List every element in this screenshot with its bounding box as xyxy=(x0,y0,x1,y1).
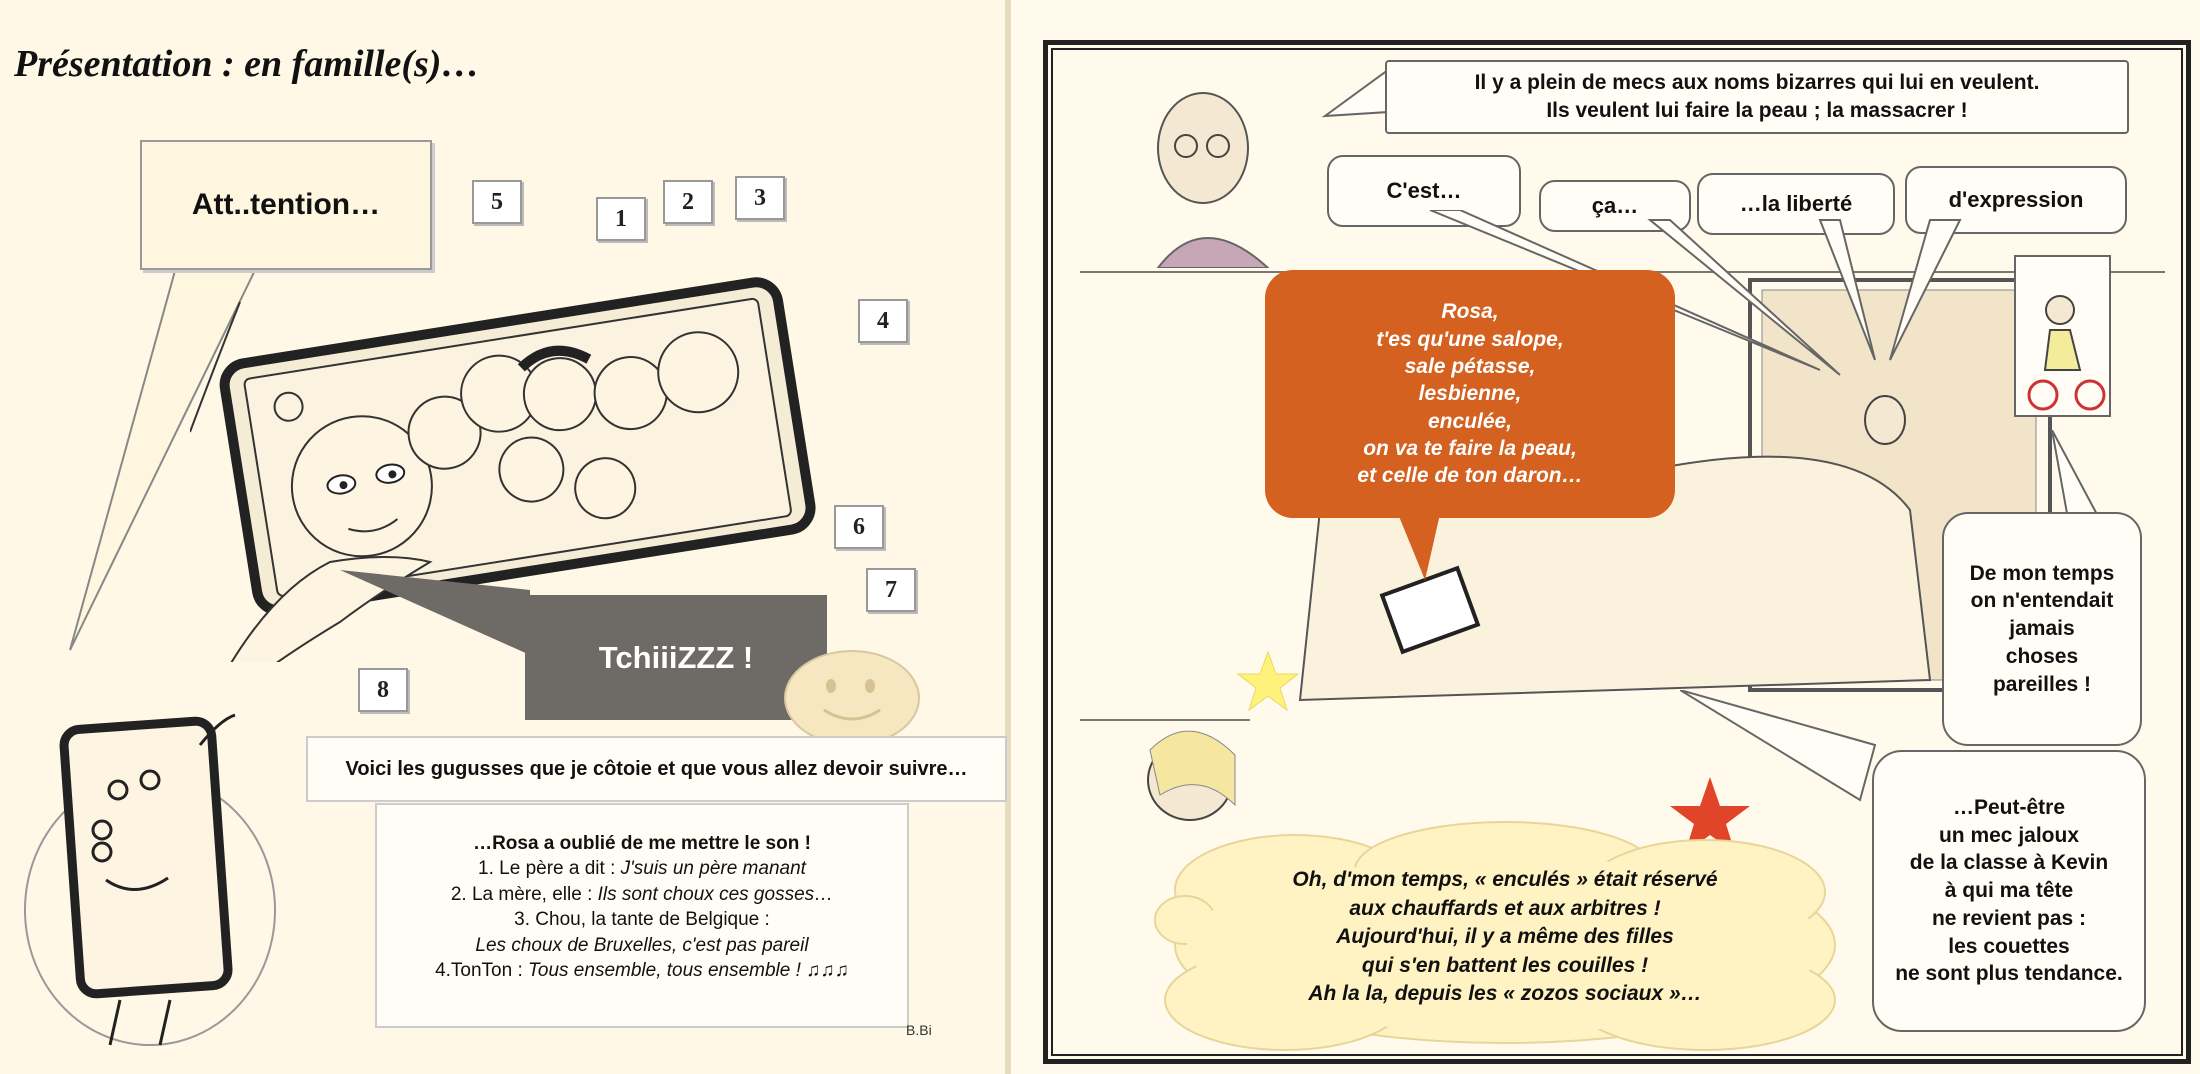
word-bubble-text: C'est… xyxy=(1386,178,1462,204)
top-speech-bubble xyxy=(1385,60,2129,134)
kevin-bubble-line: de la classe à Kevin xyxy=(1909,851,2109,875)
grandpa-bubble-line: choses xyxy=(2005,644,2079,668)
attention-text: Att..tention… xyxy=(191,188,381,221)
kevin-bubble-line: ne revient pas : xyxy=(1931,906,2087,930)
caption-text: Voici les gugusses que je côtoie et que vous allez devoir suivre… xyxy=(345,757,968,780)
number-box-1: 1 xyxy=(596,197,646,241)
cloud-line: aux chauffards et aux arbitres ! xyxy=(1349,896,1661,920)
number-box-4: 4 xyxy=(858,299,908,343)
grandpa-bubble-line: on n'entendait xyxy=(1970,589,2114,613)
list-quote: Ils sont choux ces gosses… xyxy=(597,883,834,905)
top-bubble-line: Ils veulent lui faire la peau ; la massacrer ! xyxy=(1546,99,1968,122)
word-bubble-text: d'expression xyxy=(1948,187,2084,213)
page-title: Présentation : en famille(s)… xyxy=(14,43,480,85)
list-label: 1. Le père a dit : xyxy=(478,858,621,880)
kevin-bubble-line: …Peut-être xyxy=(1952,795,2065,819)
number-box-7: 7 xyxy=(866,568,916,612)
phone-character-illustration xyxy=(10,700,280,1070)
cloud-line: qui s'en battent les couilles ! xyxy=(1361,953,1649,977)
list-quote: Les choux de Bruxelles, c'est pas pareil xyxy=(475,934,809,956)
list-item xyxy=(377,856,907,881)
list-quote: J'suis un père manant xyxy=(620,858,806,880)
orange-bubble-line: sale pétasse, xyxy=(1404,355,1536,379)
list-item xyxy=(377,882,907,907)
list-item xyxy=(377,907,907,932)
list-label: 4.TonTon : xyxy=(435,960,529,982)
list-item xyxy=(377,933,907,958)
kevin-bubble-line: à qui ma tête xyxy=(1944,879,2074,903)
number-box-6: 6 xyxy=(834,505,884,549)
orange-bubble-line: lesbienne, xyxy=(1418,382,1522,406)
orange-bubble-line: t'es qu'une salope, xyxy=(1376,327,1564,351)
thought-cloud xyxy=(1180,866,1830,1009)
attention-bubble xyxy=(140,140,432,270)
man-portrait-illustration xyxy=(1118,68,1318,268)
grandpa-speech-bubble xyxy=(1942,512,2142,746)
list-label: 3. Chou, la tante de Belgique : xyxy=(514,909,770,931)
orange-bubble-line: et celle de ton daron… xyxy=(1357,464,1583,488)
yellow-star xyxy=(1236,650,1300,712)
kevin-bubble-tail xyxy=(1680,690,1880,810)
number-box-5: 5 xyxy=(472,180,522,224)
cloud-line: Oh, d'mon temps, « enculés » était réservé xyxy=(1292,868,1718,891)
orange-speech-bubble xyxy=(1265,270,1675,518)
orange-bubble-line: enculée, xyxy=(1427,409,1513,433)
list-label: 2. La mère, elle : xyxy=(450,883,598,905)
tchiii-text: TchiiiZZZ ! xyxy=(598,639,754,675)
number-box-8: 8 xyxy=(358,668,408,712)
kevin-bubble-line: un mec jaloux xyxy=(1938,823,2080,847)
number-box-3: 3 xyxy=(735,176,785,220)
grandpa-bubble-line: jamais xyxy=(2009,617,2075,641)
orange-bubble-line: on va te faire la peau, xyxy=(1363,436,1577,460)
character-list-box xyxy=(375,803,909,1028)
orange-bubble-line: Rosa, xyxy=(1441,300,1499,324)
top-bubble-line: Il y a plein de mecs aux noms bizarres qui lui en veulent. xyxy=(1474,70,2040,94)
word-bubble-text: …la liberté xyxy=(1739,191,1853,217)
list-title: …Rosa a oublié de me mettre le son ! xyxy=(473,833,811,854)
caption-strip xyxy=(306,736,1007,802)
list-quote: Tous ensemble, tous ensemble ! ♫♫♫ xyxy=(528,960,849,982)
smiley-face xyxy=(782,648,922,748)
kevin-bubble-line: ne sont plus tendance. xyxy=(1895,962,2123,986)
page-gutter xyxy=(1005,0,1011,1074)
word-bubble-text: ça… xyxy=(1591,193,1639,219)
cloud-line: Ah la la, depuis les « zozos sociaux »… xyxy=(1308,982,1702,1006)
grandpa-bubble-line: pareilles ! xyxy=(1992,672,2092,696)
number-box-2: 2 xyxy=(663,180,713,224)
grandpa-bubble-line: De mon temps xyxy=(1969,561,2115,585)
signature: B.Bi xyxy=(906,1022,932,1038)
kevin-bubble-line: les couettes xyxy=(1948,934,2070,958)
list-item xyxy=(377,958,907,983)
cloud-line: Aujourd'hui, il y a même des filles xyxy=(1336,925,1674,949)
kevin-speech-bubble xyxy=(1872,750,2146,1032)
